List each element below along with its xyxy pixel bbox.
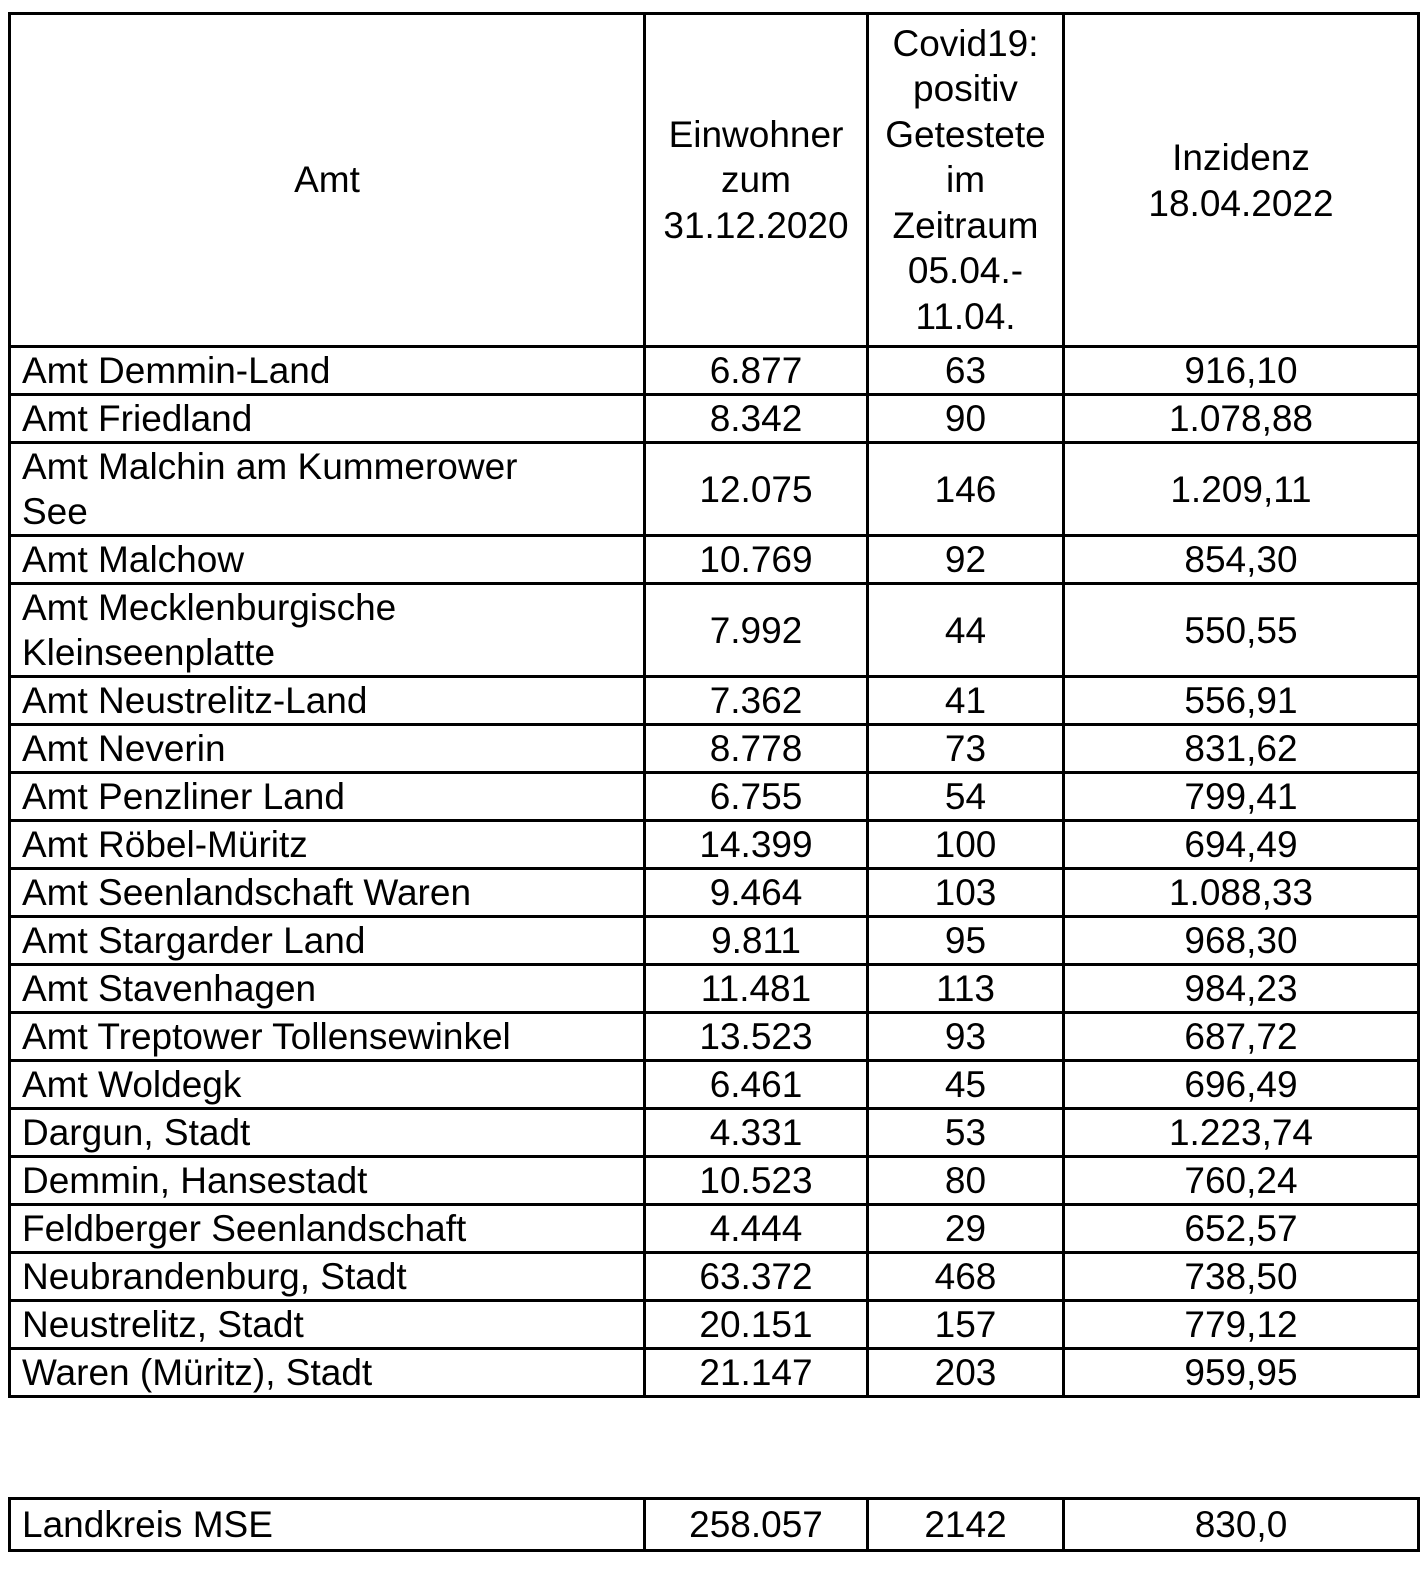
cell-inzidenz: 854,30 [1064, 536, 1419, 584]
table-row [10, 917, 1419, 965]
cell-positiv: 93 [868, 1013, 1064, 1061]
cell-positiv: 100 [868, 821, 1064, 869]
cell-amt [10, 443, 645, 536]
cell-positiv: 103 [868, 869, 1064, 917]
cell-inzidenz: 696,49 [1064, 1061, 1419, 1109]
summary-amt: Landkreis MSE [10, 1499, 645, 1551]
cell-amt [10, 773, 645, 821]
table-row [10, 869, 1419, 917]
table-row [10, 965, 1419, 1013]
header-amt: Amt [10, 14, 645, 347]
cell-amt [10, 1349, 645, 1397]
cell-inzidenz: 1.209,11 [1064, 443, 1419, 536]
table-row [10, 1157, 1419, 1205]
amt-name-line: Amt Malchin am Kummerower [22, 446, 518, 487]
cell-einwohner: 11.481 [645, 965, 868, 1013]
cell-inzidenz: 959,95 [1064, 1349, 1419, 1397]
header-line: Getestete [885, 113, 1046, 155]
cell-positiv: 45 [868, 1061, 1064, 1109]
amt-name-line: See [22, 491, 88, 532]
header-line: positiv [913, 68, 1018, 110]
cell-positiv: 41 [868, 677, 1064, 725]
header-inzidenz [1064, 14, 1419, 347]
cell-einwohner: 10.769 [645, 536, 868, 584]
header-line: Covid19: [892, 22, 1039, 64]
cell-einwohner: 7.992 [645, 584, 868, 677]
amt-name-line: Amt Stargarder Land [22, 920, 366, 961]
cell-amt [10, 965, 645, 1013]
table-row [10, 1061, 1419, 1109]
amt-name-line: Demmin, Hansestadt [22, 1160, 368, 1201]
cell-einwohner: 14.399 [645, 821, 868, 869]
cell-positiv: 54 [868, 773, 1064, 821]
cell-einwohner: 4.331 [645, 1109, 868, 1157]
table-row [10, 536, 1419, 584]
table-row [10, 677, 1419, 725]
cell-einwohner: 8.778 [645, 725, 868, 773]
cell-amt [10, 917, 645, 965]
table-row [10, 1253, 1419, 1301]
table-row [10, 1109, 1419, 1157]
cell-inzidenz: 556,91 [1064, 677, 1419, 725]
cell-amt [10, 1013, 645, 1061]
cell-amt [10, 1109, 645, 1157]
header-line: Einwohner [668, 113, 844, 155]
header-einwohner [645, 14, 868, 347]
cell-inzidenz: 687,72 [1064, 1013, 1419, 1061]
cell-positiv: 90 [868, 395, 1064, 443]
cell-amt [10, 677, 645, 725]
cell-einwohner: 9.811 [645, 917, 868, 965]
cell-positiv: 95 [868, 917, 1064, 965]
cell-amt [10, 869, 645, 917]
summary-row [10, 1499, 1419, 1551]
cell-positiv: 44 [868, 584, 1064, 677]
amt-name-line: Amt Penzliner Land [22, 776, 345, 817]
amt-name-line: Feldberger Seenlandschaft [22, 1208, 467, 1249]
cell-amt [10, 1253, 645, 1301]
amt-name-line: Amt Demmin-Land [22, 350, 331, 391]
cell-positiv: 80 [868, 1157, 1064, 1205]
amt-name-line: Neustrelitz, Stadt [22, 1304, 304, 1345]
cell-inzidenz: 1.078,88 [1064, 395, 1419, 443]
amt-name-line: Amt Neustrelitz-Land [22, 680, 368, 721]
header-line: im [945, 159, 986, 201]
cell-amt [10, 584, 645, 677]
amt-name-line: Amt Röbel-Müritz [22, 824, 308, 865]
amt-name-line: Amt Woldegk [22, 1064, 242, 1105]
table-row [10, 347, 1419, 395]
amt-name-line: Amt Seenlandschaft Waren [22, 872, 472, 913]
table-row [10, 395, 1419, 443]
cell-amt [10, 725, 645, 773]
cell-amt [10, 1157, 645, 1205]
cell-amt [10, 347, 645, 395]
cell-einwohner: 8.342 [645, 395, 868, 443]
cell-einwohner: 63.372 [645, 1253, 868, 1301]
amt-name-line: Amt Stavenhagen [22, 968, 317, 1009]
cell-inzidenz: 831,62 [1064, 725, 1419, 773]
cell-positiv: 146 [868, 443, 1064, 536]
cell-einwohner: 7.362 [645, 677, 868, 725]
table-row [10, 1349, 1419, 1397]
amt-name-line: Waren (Müritz), Stadt [22, 1352, 373, 1393]
table-row [10, 1013, 1419, 1061]
cell-amt [10, 821, 645, 869]
amt-name-line: Amt Neverin [22, 728, 226, 769]
cell-amt [10, 536, 645, 584]
table-row [10, 773, 1419, 821]
table-row [10, 1301, 1419, 1349]
cell-inzidenz: 694,49 [1064, 821, 1419, 869]
cell-positiv: 113 [868, 965, 1064, 1013]
cell-positiv: 203 [868, 1349, 1064, 1397]
cell-inzidenz: 738,50 [1064, 1253, 1419, 1301]
cell-positiv: 53 [868, 1109, 1064, 1157]
cell-inzidenz: 984,23 [1064, 965, 1419, 1013]
header-line: 05.04.- [907, 250, 1024, 292]
header-line: 18.04.2022 [1148, 182, 1334, 224]
header-line: Zeitraum [892, 204, 1039, 246]
cell-positiv: 92 [868, 536, 1064, 584]
table-row [10, 821, 1419, 869]
cell-positiv: 468 [868, 1253, 1064, 1301]
cell-positiv: 29 [868, 1205, 1064, 1253]
cell-einwohner: 4.444 [645, 1205, 868, 1253]
cell-positiv: 157 [868, 1301, 1064, 1349]
amt-name-line: Amt Treptower Tollensewinkel [22, 1016, 511, 1057]
header-line: zum [721, 159, 791, 201]
table-row [10, 1205, 1419, 1253]
summary-einwohner: 258.057 [645, 1499, 868, 1551]
cell-einwohner: 21.147 [645, 1349, 868, 1397]
cell-amt [10, 1061, 645, 1109]
amt-name-line: Amt Mecklenburgische [22, 587, 397, 628]
header-covid-positive [868, 14, 1064, 347]
cell-inzidenz: 1.223,74 [1064, 1109, 1419, 1157]
table-row [10, 443, 1419, 536]
incidence-table [8, 12, 1420, 1398]
cell-inzidenz: 550,55 [1064, 584, 1419, 677]
cell-inzidenz: 1.088,33 [1064, 869, 1419, 917]
amt-name-line: Kleinseenplatte [22, 632, 276, 673]
header-row [10, 14, 1419, 347]
cell-einwohner: 6.461 [645, 1061, 868, 1109]
table-body [10, 347, 1419, 1397]
header-line: Inzidenz [1172, 137, 1310, 178]
cell-einwohner: 9.464 [645, 869, 868, 917]
amt-name-line: Amt Malchow [22, 539, 245, 580]
amt-name-line: Dargun, Stadt [22, 1112, 251, 1153]
table-row [10, 725, 1419, 773]
cell-einwohner: 6.755 [645, 773, 868, 821]
summary-inzidenz: 830,0 [1064, 1499, 1419, 1551]
header-line: 11.04. [915, 295, 1016, 337]
cell-inzidenz: 652,57 [1064, 1205, 1419, 1253]
cell-inzidenz: 779,12 [1064, 1301, 1419, 1349]
cell-inzidenz: 916,10 [1064, 347, 1419, 395]
cell-positiv: 73 [868, 725, 1064, 773]
cell-einwohner: 10.523 [645, 1157, 868, 1205]
cell-positiv: 63 [868, 347, 1064, 395]
cell-einwohner: 12.075 [645, 443, 868, 536]
cell-einwohner: 20.151 [645, 1301, 868, 1349]
cell-amt [10, 395, 645, 443]
amt-name-line: Amt Friedland [22, 398, 253, 439]
amt-name-line: Neubrandenburg, Stadt [22, 1256, 407, 1297]
summary-positiv: 2142 [868, 1499, 1064, 1551]
table-row [10, 584, 1419, 677]
summary-table [8, 1497, 1420, 1552]
cell-einwohner: 6.877 [645, 347, 868, 395]
cell-inzidenz: 968,30 [1064, 917, 1419, 965]
cell-inzidenz: 799,41 [1064, 773, 1419, 821]
cell-einwohner: 13.523 [645, 1013, 868, 1061]
header-line: 31.12.2020 [663, 204, 849, 246]
cell-inzidenz: 760,24 [1064, 1157, 1419, 1205]
cell-amt [10, 1301, 645, 1349]
cell-amt [10, 1205, 645, 1253]
